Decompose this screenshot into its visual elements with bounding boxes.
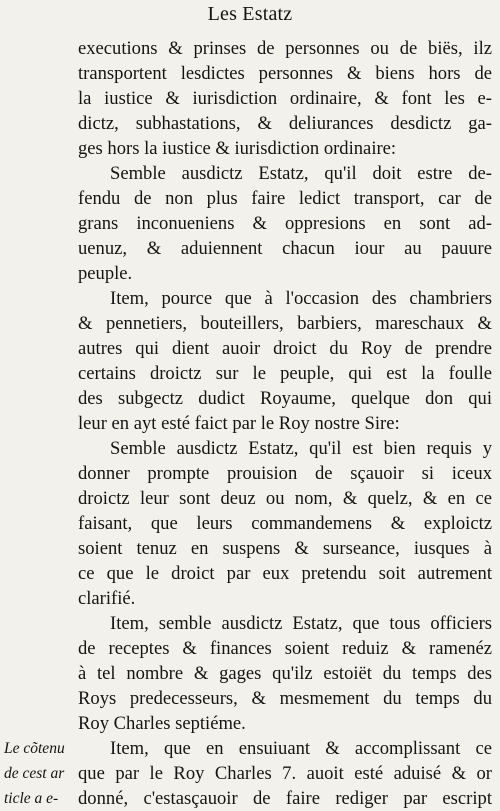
text-line: transportent lesdictes personnes & biens hors de: [78, 63, 492, 84]
text-line: la iustice & iurisdiction ordinaire, & font les e-: [78, 88, 492, 109]
text-line: Item, que en ensuiuant & accomplissant ce: [110, 738, 492, 759]
text-line: Roys predecesseurs, & mesmement du temps du: [78, 688, 492, 709]
text-line: donner prompte prouision de sçauoir si iceux: [78, 463, 492, 484]
margin-note: de cest ar: [4, 765, 65, 782]
text-line: de receptes & finances soient reduiz & ramenéz: [78, 638, 492, 659]
text-line: dictz, subhastations, & deliurances desdictz ga-: [78, 113, 492, 134]
text-line: leur en ayt esté faict par le Roy nostre Sire:: [78, 413, 400, 434]
text-line: Item, pource que à l'occasion des chambriers: [110, 288, 492, 309]
text-line: soient tenuz en suspens & surseance, iusques à: [78, 538, 492, 559]
text-line: droictz leur sont deuz ou nom, & quelz, & en ce: [78, 488, 492, 509]
text-line: fendu de non plus faire ledict transport, car de: [78, 188, 492, 209]
text-line: Semble ausdictz Estatz, qu'il est bien requis y: [110, 438, 492, 459]
text-line: clarifié.: [78, 588, 136, 609]
text-line: Item, semble ausdictz Estatz, que tous officiers: [110, 613, 492, 634]
running-head: Les Estatz: [207, 3, 293, 25]
margin-note: ticle a e-: [4, 790, 59, 807]
text-line: que par le Roy Charles 7. auoit esté aduisé & or: [78, 763, 492, 784]
text-line: executions & prinses de personnes ou de biës, ilz: [78, 38, 492, 59]
text-line: grans inconueniens & oppresions en sont ad-: [78, 213, 492, 234]
text-line: faisant, que leurs commandemens & exploictz: [78, 513, 492, 534]
text-line: donné, c'estasçauoir de faire rediger par escript: [78, 788, 492, 809]
text-line: autres qui dient auoir droict du Roy de prendre: [78, 338, 492, 359]
text-line: Roy Charles septiéme.: [78, 713, 246, 734]
margin-note: Le cõtenu: [4, 740, 65, 757]
text-line: ges hors la iustice & iurisdiction ordinaire:: [78, 138, 397, 159]
text-line: certains droictz sur le peuple, qui est la foulle: [78, 363, 492, 384]
text-line: Semble ausdictz Estatz, qu'il doit estre de-: [110, 163, 492, 184]
text-line: des subgectz dudict Royaume, quelque don qui: [78, 388, 492, 409]
text-line: uenuz, & aduiennent chacun iour au pauure: [78, 238, 492, 259]
text-line: ce que le droict par eux pretendu soit autrement: [78, 563, 492, 584]
text-line: peuple.: [78, 263, 133, 284]
text-line: à tel nombre & gages qu'ilz estoiët du temps des: [78, 663, 492, 684]
text-line: & pennetiers, bouteillers, barbiers, mareschaux &: [78, 313, 492, 334]
